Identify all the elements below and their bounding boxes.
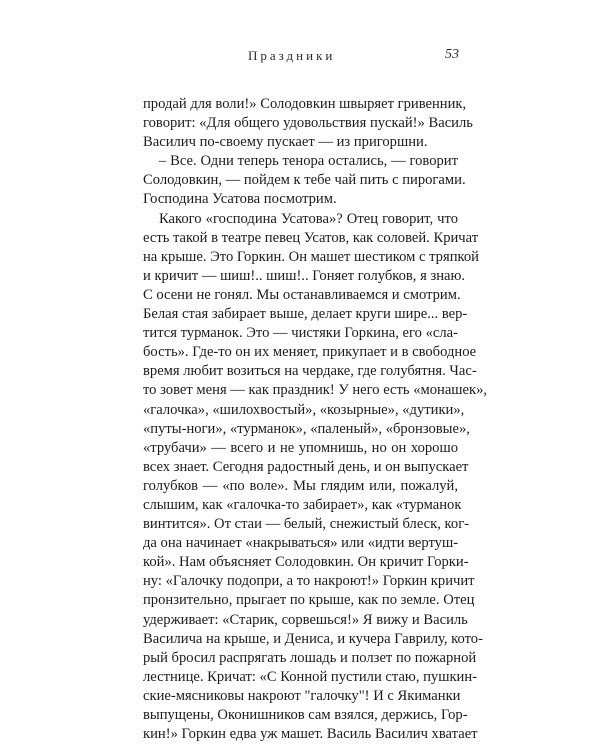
text-line: рый бросил распрягать лошадь и ползет по пожарной [143, 649, 477, 666]
text-line: Какого «господина Усатова»? Отец говорит, что [159, 210, 458, 227]
text-line: лестнице. Кричат: «С Конной пустили стаю, пушкин- [143, 668, 478, 685]
text-line: продай для воли!» Солодовкин швыряет гривенник, [143, 96, 467, 112]
text-line: слышим, как «галочка-то забирает», как «турманок [143, 496, 462, 513]
text-line: кин!» Горкин едва уж машет. Василь Василич хватает [143, 726, 478, 743]
text-line: винтится». От стаи — белый, снежистый блеск, ког- [143, 516, 470, 533]
text-line: С осени не гонял. Мы останавливаемся и смотрим. [143, 286, 461, 303]
text-line: «галочка», «шилохвостый», «козырные», «дутики», [143, 401, 465, 418]
text-line: и кричит — шиш!.. шиш!.. Гоняет голубков, я знаю. [143, 267, 466, 284]
running-head [0, 48, 600, 72]
text-line: ну: «Галочку подопри, а то накроют!» Горкин кричит [143, 573, 475, 590]
text-line: Господина Усатова посмотрим. [143, 191, 337, 208]
text-line: Солодовкин, — пойдем к тебе чай пить с пирогами. [143, 172, 466, 189]
text-line: бость». Где-то он их меняет, прикупает и в свободное [143, 344, 477, 361]
text-line: кой». Нам объясняет Солодовкин. Он кричит Горки- [143, 554, 469, 571]
page-number: 53 [445, 47, 459, 62]
text-line: удерживает: «Старик, сорвешься!» Я вижу и Василь [143, 611, 468, 628]
text-line: всех знает. Сегодня радостный день, и он выпускает [143, 458, 469, 475]
text-line: говорит: «Для общего удовольствия пускай!» Василь [143, 115, 473, 132]
text-line: пронзительно, прыгает по крыше, как по земле. Отец [143, 592, 475, 609]
text-line: «трубачи» — всего и не упомнишь, но он хорошо [143, 439, 458, 456]
text-line: тится турманок. Это — чистяки Горкина, его «сла- [143, 325, 458, 342]
text-line: Василич по-своему пускает — из пригоршни. [143, 134, 428, 151]
text-line: да она начинает «накрываться» или «идти вертуш- [143, 535, 459, 552]
text-line: выпущены, Оконишников сам взялся, держись, Гор- [143, 707, 468, 723]
text-line: на крыше. Это Горкин. Он машет шестиком с тряпкой [143, 248, 479, 265]
text-line: Василича на крыше, и Дениса, и кучера Гаврилу, кото- [143, 630, 483, 647]
text-line: голубков — «по воле». Мы глядим или, пожалуй, [143, 477, 458, 494]
text-line: ские-мясниковы накроют "галочку"! И с Якиманки [143, 687, 461, 704]
text-line: Белая стая забирает выше, делает круги шире... вер- [143, 306, 468, 323]
text-line: – Все. Одни теперь тенора остались, — говорит [159, 153, 458, 170]
running-title: Праздники [248, 48, 336, 63]
text-line: «путы-ноги», «турманок», «паленый», «бронзовые», [143, 420, 470, 437]
body-text [143, 95, 488, 744]
text-line: то зовет меня — как праздник! У него есть «монашек», [143, 382, 488, 399]
text-line: есть такой в театре певец Усатов, как соловей. Кричат [143, 229, 479, 246]
text-line: время любит возиться на чердаке, где голубятня. Час- [143, 363, 477, 380]
